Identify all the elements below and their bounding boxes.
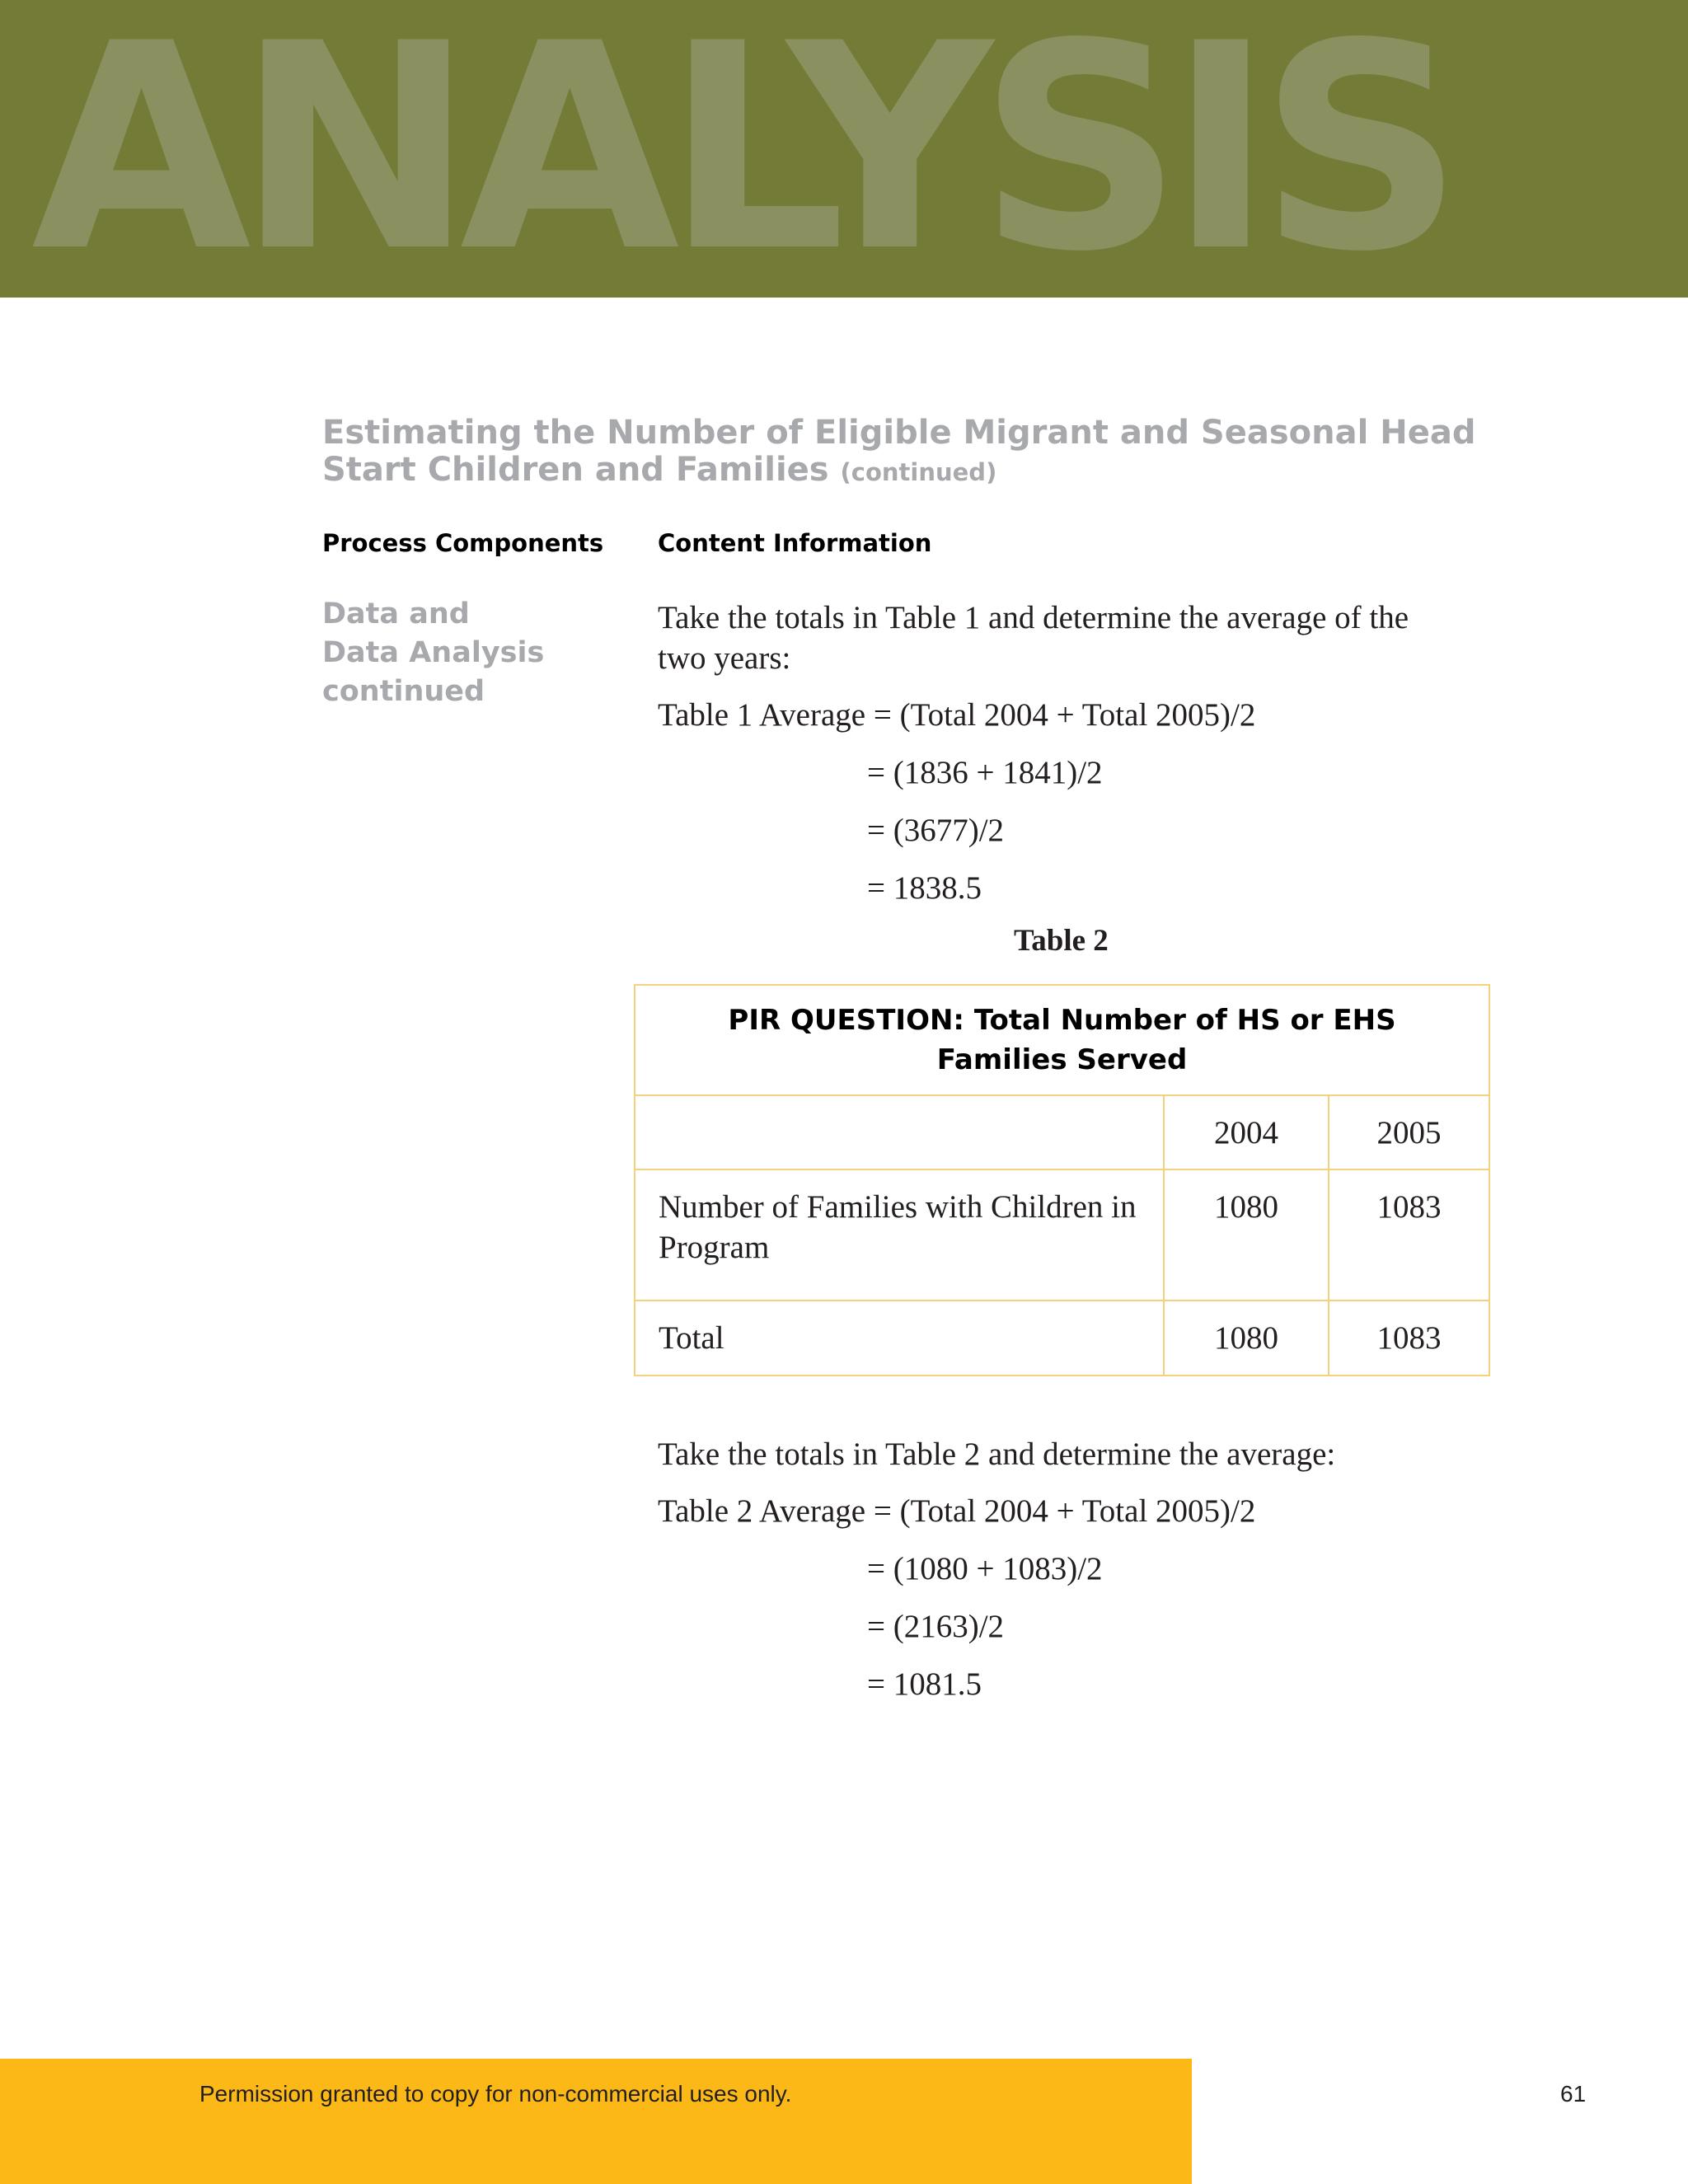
side-heading-line: Data and (322, 598, 470, 630)
column-heading-content: Content Information (658, 529, 932, 557)
section1-step: = (1836 + 1841)/2 (867, 755, 1103, 790)
section1-result: = 1838.5 (867, 870, 982, 906)
cell-value-2004: 1080 (1164, 1301, 1329, 1376)
section1-formula: Table 1 Average = (Total 2004 + Total 2005)/2 (658, 697, 1256, 733)
section1-step: = (3677)/2 (867, 813, 1005, 848)
footer-permission-notice: Permission granted to copy for non-commercial uses only. (199, 2081, 792, 2107)
banner-watermark-word: ANALYSIS (31, 0, 1449, 298)
section1-intro-line1: Take the totals in Table 1 and determine the average of the (658, 600, 1409, 635)
table2-caption: Table 2 (1014, 924, 1109, 958)
table2-question-header: PIR QUESTION: Total Number of HS or EHS Families Served (635, 985, 1489, 1095)
column-header-2004: 2004 (1164, 1095, 1329, 1169)
cell-value-2005: 1083 (1329, 1169, 1489, 1301)
section2-step: = (1080 + 1083)/2 (867, 1551, 1103, 1586)
table-row (635, 1095, 1489, 1169)
column-header-2005: 2005 (1329, 1095, 1489, 1169)
column-heading-process: Process Components (322, 529, 604, 557)
cell-value-2004: 1080 (1164, 1169, 1329, 1301)
section2-step: = (2163)/2 (867, 1609, 1005, 1644)
section2-formula: Table 2 Average = (Total 2004 + Total 2005)/2 (658, 1493, 1256, 1529)
side-heading (322, 595, 619, 711)
row-label: Total (635, 1301, 1164, 1376)
table2 (634, 984, 1490, 1376)
side-heading-line: continued (322, 675, 485, 708)
section1-intro-line2: two years: (658, 640, 791, 676)
table-row (635, 1169, 1489, 1301)
section2-result: = 1081.5 (867, 1666, 982, 1702)
table-row (635, 1301, 1489, 1376)
footer-bar (0, 2059, 1192, 2184)
table-cell-empty (635, 1095, 1164, 1169)
title-suffix: (continued) (840, 458, 997, 486)
page-number: 61 (1560, 2081, 1587, 2107)
title-main: Estimating the Number of Eligible Migrant and Seasonal Head Start Children and Families (322, 414, 1476, 489)
section2-intro: Take the totals in Table 2 and determine the average: (658, 1436, 1336, 1472)
row-label: Number of Families with Children in Program (635, 1169, 1164, 1301)
page-title (322, 415, 1476, 491)
side-heading-line: Data Analysis (322, 636, 545, 669)
header-banner (0, 0, 1688, 298)
cell-value-2005: 1083 (1329, 1301, 1489, 1376)
